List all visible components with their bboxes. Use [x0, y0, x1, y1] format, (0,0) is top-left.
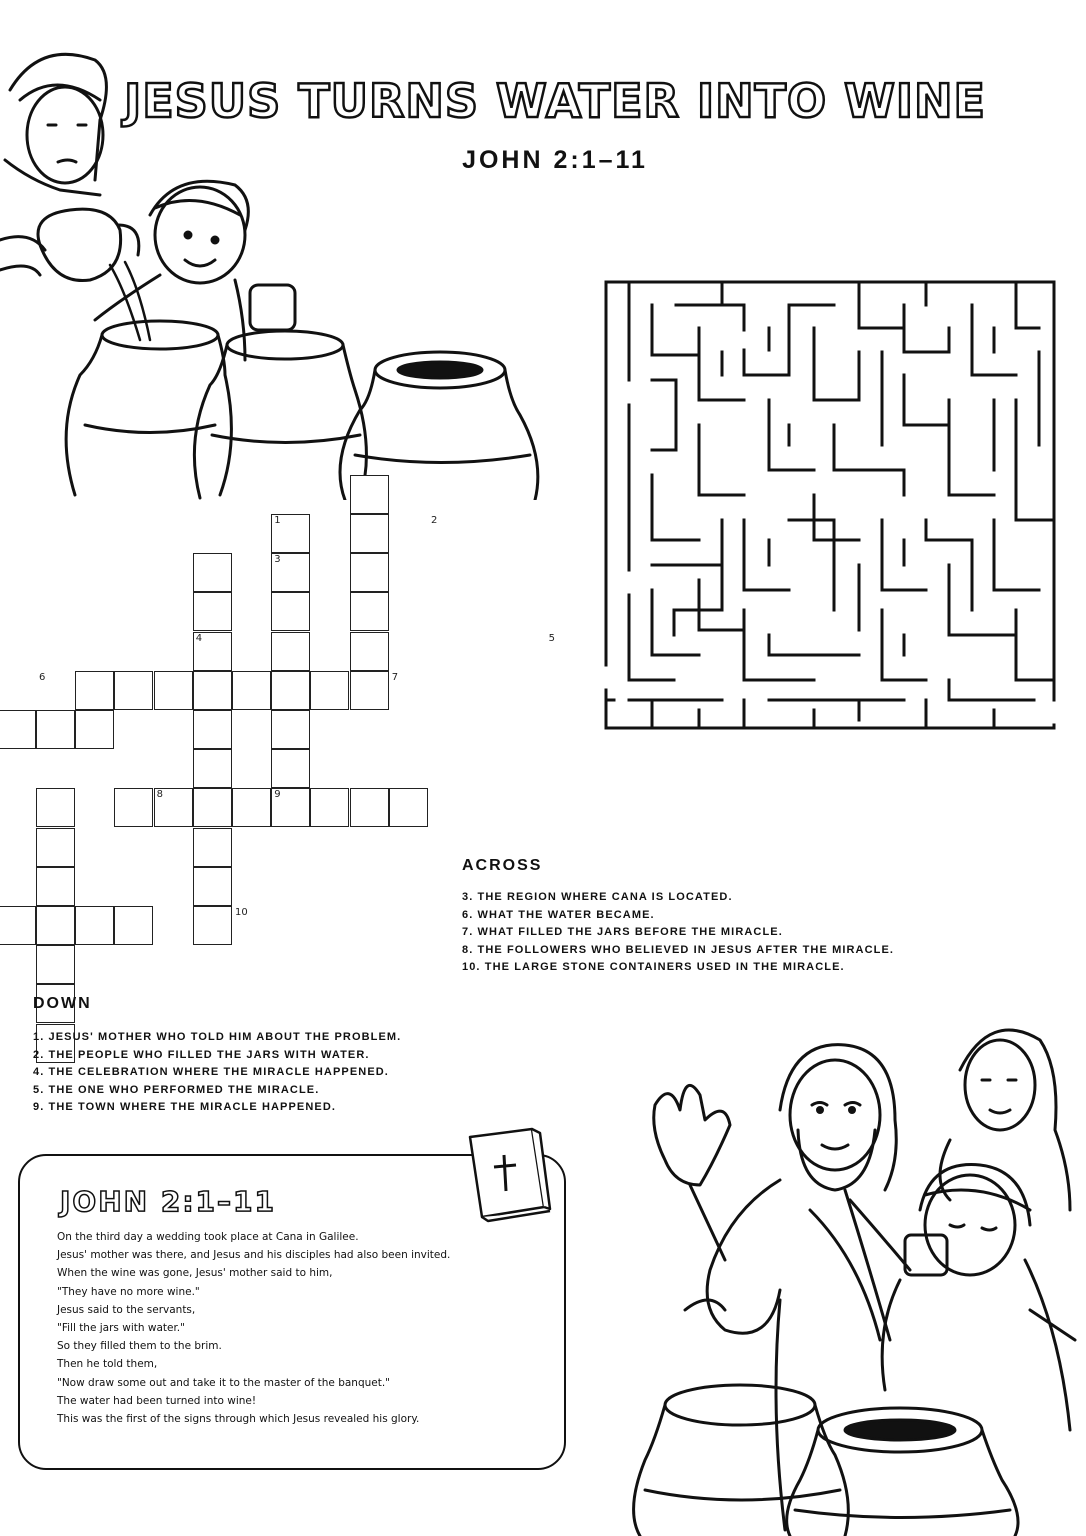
across-clue: 6. WHAT THE WATER BECAME. [462, 908, 655, 921]
crossword-cell [36, 945, 75, 984]
crossword-cell [114, 671, 153, 710]
crossword-clue-number: 5 [548, 632, 555, 644]
crossword-cell [350, 592, 389, 631]
passage-title: JOHN 2:1–11 [60, 1185, 276, 1218]
crossword-cell [36, 906, 75, 945]
servants-pouring-illustration [0, 30, 560, 500]
crossword-cell [193, 828, 232, 867]
jesus-wedding-illustration [630, 1010, 1086, 1536]
across-clue: 10. THE LARGE STONE CONTAINERS USED IN THE MIRACLE. [462, 961, 845, 973]
passage-line: Jesus' mother was there, and Jesus and his disciples had also been invited. [57, 1249, 451, 1262]
crossword-cell [310, 788, 349, 827]
crossword-cell [271, 671, 310, 710]
across-clues [462, 889, 894, 977]
maze [604, 280, 1056, 730]
crossword-clue-number: 3 [274, 554, 281, 566]
crossword-cell [389, 788, 428, 827]
crossword-clue-number: 7 [391, 671, 399, 683]
crossword-cell [36, 867, 75, 906]
crossword-clue-number: 10 [235, 907, 248, 918]
crossword-cell [350, 632, 389, 671]
crossword-cell [0, 906, 36, 945]
across-clue: 8. THE FOLLOWERS WHO BELIEVED IN JESUS AFTER THE MIRACLE. [462, 943, 895, 956]
passage-line: "They have no more wine." [57, 1285, 200, 1298]
crossword-cell [310, 671, 349, 710]
crossword-cell [193, 671, 232, 710]
crossword-cell [114, 906, 153, 945]
crossword-clue-number: 2 [431, 515, 438, 526]
down-clue: 1. JESUS' MOTHER WHO TOLD HIM ABOUT THE PROBLEM. [33, 1031, 402, 1043]
crossword-cell [350, 514, 389, 553]
crossword-cell [350, 553, 389, 592]
crossword-clue-number: 4 [195, 632, 203, 644]
passage-line: When the wine was gone, Jesus' mother said to him, [57, 1267, 333, 1280]
crossword-cell [36, 828, 75, 867]
crossword-clue-number: 6 [39, 671, 46, 683]
crossword-cell [193, 867, 232, 906]
passage-line: So they filled them to the brim. [57, 1340, 222, 1353]
across-clue: 3. THE REGION WHERE CANA IS LOCATED. [462, 891, 733, 903]
crossword-cell [0, 710, 36, 749]
passage-line: "Fill the jars with water." [57, 1321, 185, 1334]
crossword-cell [154, 671, 193, 710]
crossword-cell [75, 906, 114, 945]
bible-icon [462, 1125, 552, 1225]
crossword-cell [193, 710, 232, 749]
crossword-cell [232, 671, 271, 710]
passage-text [57, 1228, 450, 1428]
crossword-cell [36, 788, 75, 827]
crossword-cell [271, 592, 310, 631]
crossword-cell [114, 788, 153, 827]
crossword-cell [193, 553, 232, 592]
crossword-cell [36, 710, 75, 749]
crossword-clue-number: 9 [274, 789, 281, 801]
crossword-cell [350, 475, 389, 514]
crossword-cell [193, 749, 232, 788]
crossword-clue-number: 1 [274, 515, 281, 526]
passage-line: "Now draw some out and take it to the master of the banquet." [57, 1376, 391, 1389]
down-clue: 5. THE ONE WHO PERFORMED THE MIRACLE. [33, 1083, 320, 1096]
crossword-cell [75, 710, 114, 749]
across-clue: 7. WHAT FILLED THE JARS BEFORE THE MIRACLE. [462, 926, 783, 938]
passage-line: On the third day a wedding took place at Cana in Galilee. [57, 1231, 359, 1243]
crossword-cell [271, 749, 310, 788]
passage-line: The water had been turned into wine! [57, 1394, 257, 1407]
page-title: JESUS TURNS WATER INTO WINE [124, 74, 986, 128]
crossword-cell [193, 592, 232, 631]
crossword-cell [271, 710, 310, 749]
crossword-cell [232, 788, 271, 827]
crossword-cell [271, 632, 310, 671]
crossword-cell [75, 671, 114, 710]
scripture-reference: JOHN 2:1–11 [462, 146, 648, 174]
down-heading: DOWN [33, 995, 92, 1012]
crossword-cell [350, 671, 389, 710]
crossword-cell [193, 788, 232, 827]
crossword-cell [193, 906, 232, 945]
down-clue: 4. THE CELEBRATION WHERE THE MIRACLE HAPPENED. [33, 1066, 389, 1078]
down-clues [33, 1029, 401, 1117]
crossword-clue-number: 8 [156, 789, 163, 801]
across-heading: ACROSS [462, 857, 543, 874]
passage-line: Then he told them, [57, 1358, 158, 1371]
passage-line: Jesus said to the servants, [57, 1303, 196, 1316]
crossword-cell [350, 788, 389, 827]
passage-line: This was the first of the signs through which Jesus revealed his glory. [57, 1412, 420, 1425]
down-clue: 9. THE TOWN WHERE THE MIRACLE HAPPENED. [33, 1101, 337, 1113]
down-clue: 2. THE PEOPLE WHO FILLED THE JARS WITH WATER. [33, 1048, 370, 1061]
